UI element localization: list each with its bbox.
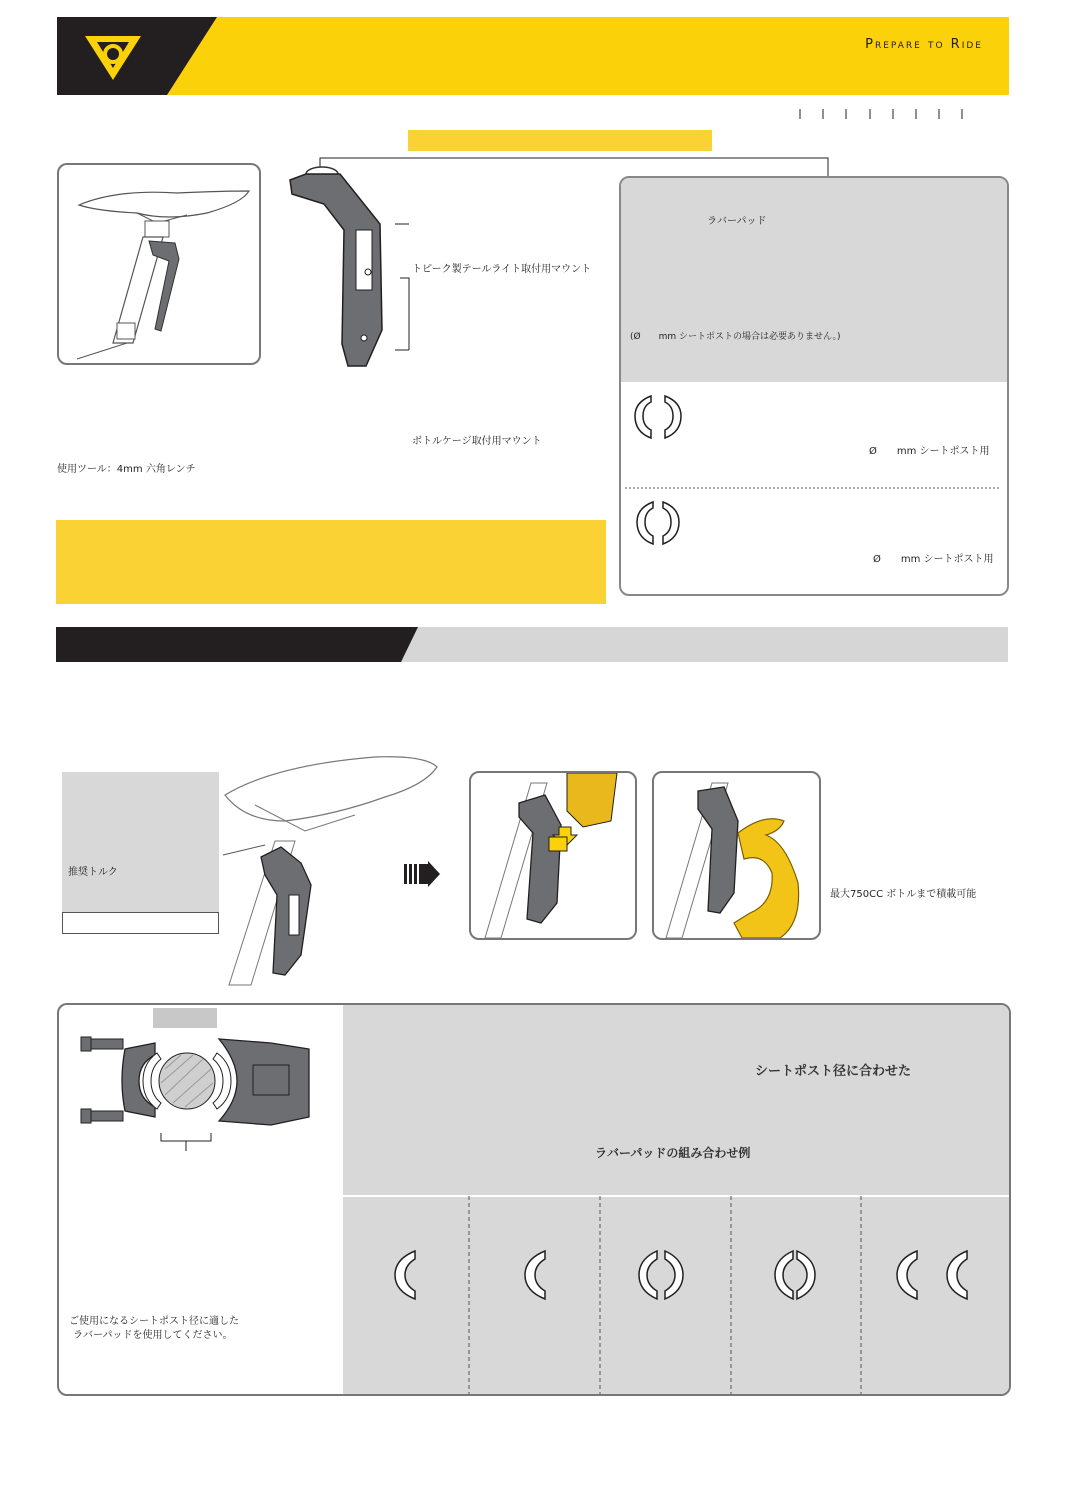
rubber-pads-divider xyxy=(625,486,1005,490)
clamp-diagram xyxy=(81,1029,321,1169)
rubber-pads-note: (Ø mm シートポストの場合は必要ありません。) xyxy=(630,332,841,342)
bottlecage-install-box xyxy=(652,771,821,940)
section-title-bar xyxy=(408,130,712,151)
tool-label: 使用ツール：4mm 六角レンチ xyxy=(57,464,196,475)
bottle-capacity-label: 最大750CC ボトルまで積載可能 xyxy=(830,889,977,900)
rubber-pad-b-icon xyxy=(633,498,683,548)
pad-combo-2-icon xyxy=(521,1249,551,1301)
rubber-pad-a-label: Ø mm シートポスト用 xyxy=(869,446,990,457)
torque-value-box xyxy=(62,912,219,934)
topeak-logo-icon xyxy=(85,32,145,82)
taillight-mount-label: トピーク製テールライト取付用マウント xyxy=(412,264,592,275)
clamp-diagram-tag xyxy=(153,1008,217,1028)
rubber-pads-title: ラバーパッド xyxy=(707,216,767,227)
heading-examples-label: ラバーパッドの組み合わせ例 xyxy=(595,1146,751,1160)
pad-combo-4-icon xyxy=(771,1249,821,1301)
header-dark-wedge xyxy=(57,17,1009,95)
rubber-pads-panel xyxy=(619,176,1009,596)
rubber-pad-b-label: Ø mm シートポスト用 xyxy=(873,554,994,565)
pad-combination-panel xyxy=(57,1003,1011,1396)
mount-illustration xyxy=(284,160,404,370)
pad-combo-1-icon xyxy=(391,1249,421,1301)
warning-box xyxy=(56,520,606,604)
tick-marks xyxy=(796,109,976,121)
pad-combo-5-icon xyxy=(895,1249,971,1301)
taillight-install-illustration xyxy=(471,773,635,938)
section-banner-install xyxy=(56,627,1008,663)
rubber-pad-a-icon xyxy=(633,392,683,442)
torque-box xyxy=(62,772,219,912)
pad-combo-3-icon xyxy=(637,1249,687,1301)
next-step-arrow-icon xyxy=(404,861,440,887)
bottlecage-install-illustration xyxy=(654,773,819,938)
heading-fit-label: シートポスト径に合わせた xyxy=(755,1064,912,1079)
pad-instruction-line1: ご使用になるシートポスト径に適した xyxy=(69,1316,239,1327)
bottlecage-mount-label: ボトルケージ取付用マウント xyxy=(412,436,542,447)
header-tagline: Prepare to Ride xyxy=(865,37,983,52)
pad-instruction-line2: ラバーパッドを使用してください。 xyxy=(73,1330,233,1341)
header-banner xyxy=(57,17,1009,95)
rubber-pads-header xyxy=(621,178,1007,382)
seatpost-illustration xyxy=(57,163,257,361)
torque-label: 推奨トルク xyxy=(68,867,118,878)
mount-callout-lines xyxy=(395,222,415,362)
taillight-install-box xyxy=(469,771,637,940)
